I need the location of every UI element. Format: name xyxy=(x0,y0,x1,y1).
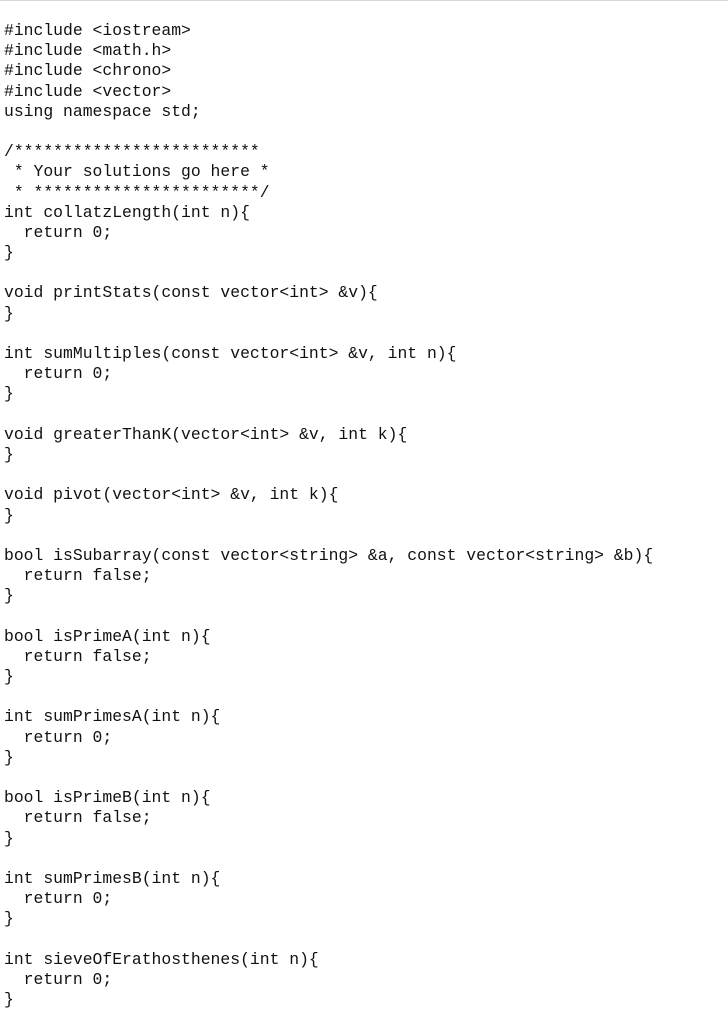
code-line xyxy=(4,606,726,626)
code-line: void pivot(vector<int> &v, int k){ xyxy=(4,485,339,505)
code-line: using namespace std; xyxy=(4,101,201,121)
code-line: int collatzLength(int n){ xyxy=(4,202,250,222)
code-line xyxy=(4,849,726,869)
code-line xyxy=(4,768,726,788)
code-line: return 0; xyxy=(4,364,113,384)
code-line: #include <chrono> xyxy=(4,61,172,81)
code-line: } xyxy=(4,667,14,686)
code-line: int sumMultiples(const vector<int> &v, int n){ xyxy=(4,344,457,363)
code-line: } xyxy=(4,303,14,323)
code-line xyxy=(4,405,726,425)
code-line xyxy=(4,465,726,485)
code-line: int sieveOfErathosthenes(int n){ xyxy=(4,949,319,969)
top-divider xyxy=(0,0,728,1)
code-line xyxy=(4,122,726,142)
code-line: void printStats(const vector<int> &v){ xyxy=(4,283,378,303)
code-line: } xyxy=(4,243,14,263)
code-line xyxy=(4,929,726,949)
code-line: return 0; xyxy=(4,889,113,909)
code-line: return false; xyxy=(4,566,152,586)
code-line: return 0; xyxy=(4,222,113,242)
code-line xyxy=(4,687,726,707)
code-line: int sumPrimesB(int n){ xyxy=(4,868,221,888)
code-line: int sumPrimesA(int n){ xyxy=(4,707,221,727)
code-line: bool isSubarray(const vector<string> &a, const vector<string> &b){ xyxy=(4,545,654,565)
code-line: return 0; xyxy=(4,969,113,989)
code-line: * Your solutions go here * xyxy=(4,162,270,182)
code-line: bool isPrimeA(int n){ xyxy=(4,626,211,646)
code-line xyxy=(4,263,726,283)
code-line: } xyxy=(4,828,14,848)
source-code-view xyxy=(4,21,726,1010)
code-line: } xyxy=(4,990,14,1009)
code-line: /************************* xyxy=(4,142,260,162)
code-line: } xyxy=(4,384,14,404)
code-line: #include <iostream> xyxy=(4,21,191,40)
code-line xyxy=(4,526,726,546)
code-line: } xyxy=(4,747,14,767)
code-line: #include <vector> xyxy=(4,81,172,101)
code-line xyxy=(4,324,726,344)
code-line: return false; xyxy=(4,808,152,828)
code-line: } xyxy=(4,444,14,464)
code-line: return 0; xyxy=(4,727,113,747)
code-line: return false; xyxy=(4,646,152,666)
code-line: #include <math.h> xyxy=(4,41,172,61)
code-line: } xyxy=(4,505,14,525)
code-line: void greaterThanK(vector<int> &v, int k){ xyxy=(4,424,408,444)
code-line: } xyxy=(4,586,14,606)
code-line: * ***********************/ xyxy=(4,182,270,202)
code-line: } xyxy=(4,909,14,929)
code-line: bool isPrimeB(int n){ xyxy=(4,788,211,808)
